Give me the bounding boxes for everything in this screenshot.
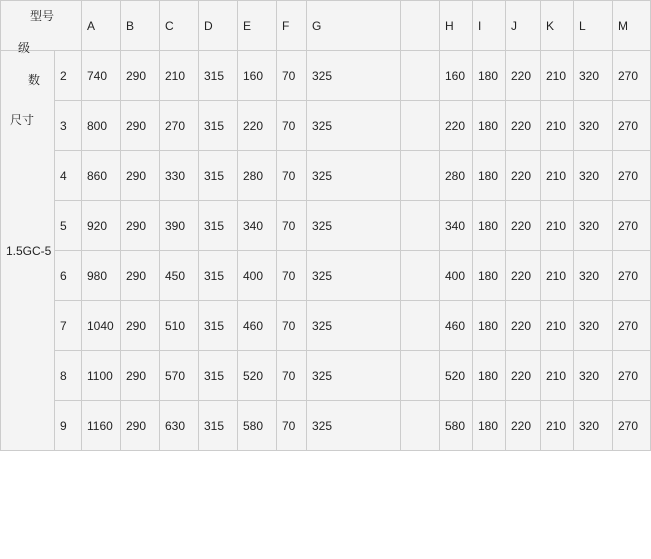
cell-e: 580 [238,401,277,451]
cell-blank [401,101,440,151]
cell-c: 510 [160,301,199,351]
corner-label-grade: 级 [18,41,31,55]
cell-f: 70 [277,251,307,301]
column-header-k: K [541,1,574,51]
cell-d: 315 [199,301,238,351]
column-header-m: M [613,1,651,51]
cell-h: 160 [440,51,473,101]
cell-f: 70 [277,301,307,351]
cell-b: 290 [121,201,160,251]
stage-cell: 3 [55,101,82,151]
cell-a: 1160 [82,401,121,451]
cell-l: 320 [574,201,613,251]
cell-l: 320 [574,301,613,351]
cell-i: 180 [473,101,506,151]
cell-c: 570 [160,351,199,401]
cell-c: 210 [160,51,199,101]
cell-j: 220 [506,101,541,151]
cell-k: 210 [541,101,574,151]
cell-blank [401,201,440,251]
cell-e: 460 [238,301,277,351]
table-row [1,51,651,101]
cell-m: 270 [613,301,651,351]
cell-h: 220 [440,101,473,151]
cell-m: 270 [613,151,651,201]
cell-j: 220 [506,201,541,251]
cell-k: 210 [541,351,574,401]
table-row [1,301,651,351]
cell-d: 315 [199,251,238,301]
cell-k: 210 [541,51,574,101]
cell-m: 270 [613,201,651,251]
cell-f: 70 [277,51,307,101]
cell-i: 180 [473,51,506,101]
cell-i: 180 [473,251,506,301]
cell-b: 290 [121,101,160,151]
cell-m: 270 [613,251,651,301]
cell-c: 330 [160,151,199,201]
cell-g: 325 [307,201,401,251]
cell-a: 800 [82,101,121,151]
model-name-cell: 1.5GC-5 [1,51,55,451]
cell-g: 325 [307,301,401,351]
cell-i: 180 [473,401,506,451]
stage-cell: 2 [55,51,82,101]
cell-d: 315 [199,201,238,251]
cell-l: 320 [574,151,613,201]
table-header-row [1,1,651,51]
cell-a: 920 [82,201,121,251]
stage-cell: 4 [55,151,82,201]
cell-a: 1040 [82,301,121,351]
cell-h: 280 [440,151,473,201]
cell-e: 280 [238,151,277,201]
cell-f: 70 [277,401,307,451]
cell-b: 290 [121,251,160,301]
cell-j: 220 [506,151,541,201]
cell-blank [401,301,440,351]
cell-g: 325 [307,151,401,201]
cell-i: 180 [473,201,506,251]
cell-g: 325 [307,351,401,401]
cell-m: 270 [613,351,651,401]
cell-j: 220 [506,351,541,401]
cell-a: 740 [82,51,121,101]
stage-cell: 5 [55,201,82,251]
cell-blank [401,151,440,201]
cell-i: 180 [473,351,506,401]
cell-b: 290 [121,351,160,401]
cell-c: 450 [160,251,199,301]
cell-h: 460 [440,301,473,351]
cell-j: 220 [506,51,541,101]
cell-m: 270 [613,101,651,151]
cell-e: 520 [238,351,277,401]
cell-f: 70 [277,351,307,401]
stage-cell: 7 [55,301,82,351]
cell-h: 340 [440,201,473,251]
column-header-a: A [82,1,121,51]
corner-label-size: 尺寸 [10,113,35,127]
cell-k: 210 [541,151,574,201]
cell-e: 400 [238,251,277,301]
stage-cell: 6 [55,251,82,301]
corner-header-inner [6,1,76,127]
table-row [1,351,651,401]
cell-c: 390 [160,201,199,251]
corner-label-count: 数 [28,73,41,87]
cell-f: 70 [277,201,307,251]
cell-k: 210 [541,251,574,301]
cell-b: 290 [121,301,160,351]
column-header-j: J [506,1,541,51]
cell-e: 340 [238,201,277,251]
cell-g: 325 [307,51,401,101]
column-header-blank [401,1,440,51]
cell-i: 180 [473,301,506,351]
cell-g: 325 [307,401,401,451]
cell-l: 320 [574,101,613,151]
cell-k: 210 [541,301,574,351]
cell-l: 320 [574,401,613,451]
cell-g: 325 [307,251,401,301]
cell-c: 630 [160,401,199,451]
cell-c: 270 [160,101,199,151]
cell-blank [401,401,440,451]
cell-a: 860 [82,151,121,201]
table-row [1,201,651,251]
cell-e: 220 [238,101,277,151]
cell-h: 580 [440,401,473,451]
cell-l: 320 [574,351,613,401]
cell-j: 220 [506,301,541,351]
cell-e: 160 [238,51,277,101]
cell-d: 315 [199,51,238,101]
corner-label-model: 型号 [30,9,55,23]
column-header-g: G [307,1,401,51]
column-header-d: D [199,1,238,51]
column-header-f: F [277,1,307,51]
column-header-l: L [574,1,613,51]
corner-header-cell [1,1,82,127]
cell-h: 400 [440,251,473,301]
cell-k: 210 [541,201,574,251]
cell-f: 70 [277,101,307,151]
column-header-h: H [440,1,473,51]
cell-blank [401,251,440,301]
table-row [1,401,651,451]
cell-j: 220 [506,251,541,301]
cell-d: 315 [199,101,238,151]
cell-b: 290 [121,151,160,201]
column-header-e: E [238,1,277,51]
table-row [1,251,651,301]
cell-f: 70 [277,151,307,201]
table-body [1,1,651,451]
cell-d: 315 [199,401,238,451]
cell-l: 320 [574,51,613,101]
cell-b: 290 [121,51,160,101]
column-header-i: I [473,1,506,51]
cell-k: 210 [541,401,574,451]
cell-l: 320 [574,251,613,301]
cell-i: 180 [473,151,506,201]
cell-m: 270 [613,51,651,101]
table-row [1,151,651,201]
cell-j: 220 [506,401,541,451]
stage-cell: 8 [55,351,82,401]
cell-m: 270 [613,401,651,451]
column-header-b: B [121,1,160,51]
cell-b: 290 [121,401,160,451]
column-header-c: C [160,1,199,51]
cell-d: 315 [199,151,238,201]
stage-cell: 9 [55,401,82,451]
cell-g: 325 [307,101,401,151]
table-row [1,101,651,151]
cell-a: 980 [82,251,121,301]
cell-a: 1100 [82,351,121,401]
cell-d: 315 [199,351,238,401]
cell-blank [401,51,440,101]
cell-blank [401,351,440,401]
cell-h: 520 [440,351,473,401]
